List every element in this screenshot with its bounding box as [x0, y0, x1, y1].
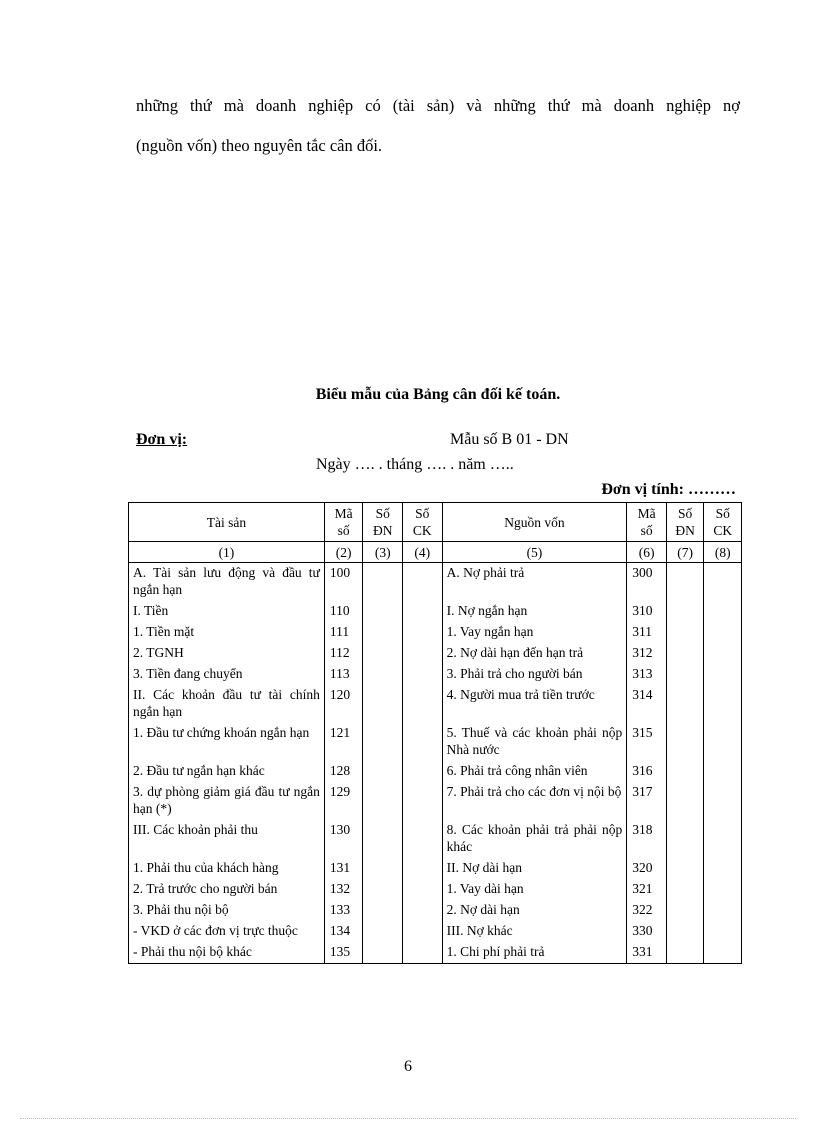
table-row	[129, 622, 742, 643]
asset-opening	[363, 761, 403, 782]
asset-code: 128	[324, 761, 363, 782]
table-row	[129, 900, 742, 921]
source-opening	[666, 664, 704, 685]
source-closing	[704, 664, 742, 685]
date-line: Ngày …. . tháng …. . năm …..	[316, 456, 514, 473]
source-name: 1. Chi phí phải trả	[442, 942, 627, 964]
source-closing	[704, 942, 742, 964]
asset-closing	[403, 942, 443, 964]
table-row	[129, 879, 742, 900]
asset-name: II. Các khoản đầu tư tài chính ngắn hạn	[129, 685, 325, 723]
source-code: 317	[627, 782, 667, 820]
asset-code: 131	[324, 858, 363, 879]
source-closing	[704, 921, 742, 942]
source-opening	[666, 643, 704, 664]
source-opening	[666, 685, 704, 723]
source-closing	[704, 622, 742, 643]
source-closing	[704, 820, 742, 858]
source-closing	[704, 879, 742, 900]
source-opening	[666, 761, 704, 782]
source-name: 2. Nợ dài hạn đến hạn trả	[442, 643, 627, 664]
source-code: 318	[627, 820, 667, 858]
form-number: Mẫu số B 01 - DN	[450, 431, 569, 448]
source-code: 311	[627, 622, 667, 643]
source-name: A. Nợ phải trả	[442, 563, 627, 602]
source-name: 2. Nợ dài hạn	[442, 900, 627, 921]
source-code: 330	[627, 921, 667, 942]
asset-opening	[363, 900, 403, 921]
header-code-2: Mã số	[627, 503, 667, 542]
asset-opening	[363, 563, 403, 602]
table-row	[129, 643, 742, 664]
asset-closing	[403, 685, 443, 723]
source-code: 320	[627, 858, 667, 879]
asset-opening	[363, 921, 403, 942]
source-opening	[666, 858, 704, 879]
header-opening-2: Số ĐN	[666, 503, 704, 542]
source-code: 315	[627, 723, 667, 761]
asset-name: III. Các khoản phải thu	[129, 820, 325, 858]
currency-unit: Đơn vị tính: ………	[601, 481, 736, 498]
source-code: 312	[627, 643, 667, 664]
asset-opening	[363, 643, 403, 664]
source-closing	[704, 723, 742, 761]
source-name: 3. Phải trả cho người bán	[442, 664, 627, 685]
asset-closing	[403, 563, 443, 602]
header-closing-2: Số CK	[704, 503, 742, 542]
column-number-row	[129, 542, 742, 563]
source-code: 322	[627, 900, 667, 921]
footer-divider	[20, 1118, 796, 1119]
asset-closing	[403, 761, 443, 782]
asset-name: 3. dự phòng giảm giá đầu tư ngắn hạn (*)	[129, 782, 325, 820]
source-opening	[666, 820, 704, 858]
source-name: 8. Các khoản phải trả phải nộp khác	[442, 820, 627, 858]
table-row	[129, 820, 742, 858]
source-opening	[666, 723, 704, 761]
asset-code: 110	[324, 601, 363, 622]
table-row	[129, 664, 742, 685]
asset-code: 120	[324, 685, 363, 723]
source-opening	[666, 942, 704, 964]
source-name: 7. Phải trả cho các đơn vị nội bộ	[442, 782, 627, 820]
asset-name: - Phải thu nội bộ khác	[129, 942, 325, 964]
asset-closing	[403, 900, 443, 921]
table-row	[129, 761, 742, 782]
asset-code: 135	[324, 942, 363, 964]
asset-closing	[403, 921, 443, 942]
table-row	[129, 685, 742, 723]
asset-code: 132	[324, 879, 363, 900]
source-opening	[666, 601, 704, 622]
asset-closing	[403, 723, 443, 761]
source-name: III. Nợ khác	[442, 921, 627, 942]
asset-closing	[403, 601, 443, 622]
balance-sheet-body	[129, 563, 742, 964]
source-closing	[704, 900, 742, 921]
header-closing-1: Số CK	[403, 503, 443, 542]
asset-name: - VKD ở các đơn vị trực thuộc	[129, 921, 325, 942]
source-closing	[704, 563, 742, 602]
source-code: 321	[627, 879, 667, 900]
asset-opening	[363, 601, 403, 622]
asset-name: 2. Trả trước cho người bán	[129, 879, 325, 900]
col-number: (2)	[324, 542, 363, 563]
header-opening-1: Số ĐN	[363, 503, 403, 542]
source-name: 4. Người mua trả tiền trước	[442, 685, 627, 723]
col-number: (8)	[704, 542, 742, 563]
asset-opening	[363, 685, 403, 723]
asset-name: 1. Tiền mặt	[129, 622, 325, 643]
source-code: 314	[627, 685, 667, 723]
asset-name: 3. Tiền đang chuyển	[129, 664, 325, 685]
source-opening	[666, 921, 704, 942]
asset-opening	[363, 858, 403, 879]
source-closing	[704, 858, 742, 879]
source-closing	[704, 601, 742, 622]
asset-closing	[403, 858, 443, 879]
asset-code: 130	[324, 820, 363, 858]
paragraph-line-2: (nguồn vốn) theo nguyên tắc cân đối.	[136, 136, 383, 155]
source-opening	[666, 879, 704, 900]
form-title: Biểu mẫu của Bảng cân đối kế toán.	[315, 386, 561, 403]
source-closing	[704, 782, 742, 820]
asset-opening	[363, 820, 403, 858]
asset-opening	[363, 879, 403, 900]
table-row	[129, 601, 742, 622]
source-name: 6. Phải trả công nhân viên	[442, 761, 627, 782]
asset-opening	[363, 622, 403, 643]
asset-name: 2. TGNH	[129, 643, 325, 664]
source-opening	[666, 622, 704, 643]
asset-name: 1. Đầu tư chứng khoán ngắn hạn	[129, 723, 325, 761]
asset-code: 121	[324, 723, 363, 761]
source-name: I. Nợ ngắn hạn	[442, 601, 627, 622]
intro-paragraph	[136, 90, 740, 162]
header-sources: Nguồn vốn	[442, 503, 627, 542]
source-code: 316	[627, 761, 667, 782]
asset-closing	[403, 622, 443, 643]
asset-code: 129	[324, 782, 363, 820]
paragraph-line-1: những thứ mà doanh nghiệp có (tài sản) và những thứ mà doanh nghiệp nợ	[136, 96, 740, 115]
col-number: (5)	[442, 542, 627, 563]
asset-closing	[403, 782, 443, 820]
source-closing	[704, 643, 742, 664]
col-number: (7)	[666, 542, 704, 563]
asset-closing	[403, 879, 443, 900]
col-number: (3)	[363, 542, 403, 563]
asset-opening	[363, 942, 403, 964]
table-row	[129, 782, 742, 820]
col-number: (6)	[627, 542, 667, 563]
source-name: 1. Vay dài hạn	[442, 879, 627, 900]
asset-code: 133	[324, 900, 363, 921]
source-code: 310	[627, 601, 667, 622]
source-code: 313	[627, 664, 667, 685]
source-closing	[704, 761, 742, 782]
header-row	[129, 503, 742, 542]
asset-closing	[403, 820, 443, 858]
balance-sheet-table	[128, 502, 742, 964]
asset-code: 134	[324, 921, 363, 942]
header-assets: Tài sản	[129, 503, 325, 542]
table-row	[129, 921, 742, 942]
asset-name: A. Tài sản lưu động và đầu tư ngắn hạn	[129, 563, 325, 602]
source-code: 300	[627, 563, 667, 602]
col-number: (4)	[403, 542, 443, 563]
unit-label: Đơn vị:	[136, 431, 188, 448]
asset-name: 2. Đầu tư ngắn hạn khác	[129, 761, 325, 782]
asset-code: 113	[324, 664, 363, 685]
asset-name: 3. Phải thu nội bộ	[129, 900, 325, 921]
source-opening	[666, 782, 704, 820]
asset-opening	[363, 723, 403, 761]
col-number: (1)	[129, 542, 325, 563]
asset-opening	[363, 664, 403, 685]
table-row	[129, 858, 742, 879]
table-row	[129, 563, 742, 602]
source-name: 1. Vay ngắn hạn	[442, 622, 627, 643]
header-code-1: Mã số	[324, 503, 363, 542]
source-name: II. Nợ dài hạn	[442, 858, 627, 879]
asset-closing	[403, 643, 443, 664]
source-code: 331	[627, 942, 667, 964]
asset-code: 112	[324, 643, 363, 664]
asset-code: 111	[324, 622, 363, 643]
asset-closing	[403, 664, 443, 685]
asset-opening	[363, 782, 403, 820]
source-opening	[666, 563, 704, 602]
asset-code: 100	[324, 563, 363, 602]
table-row	[129, 942, 742, 964]
table-row	[129, 723, 742, 761]
page-number: 6	[404, 1058, 412, 1075]
source-opening	[666, 900, 704, 921]
asset-name: I. Tiền	[129, 601, 325, 622]
asset-name: 1. Phải thu của khách hàng	[129, 858, 325, 879]
source-closing	[704, 685, 742, 723]
source-name: 5. Thuế và các khoản phải nộp Nhà nước	[442, 723, 627, 761]
